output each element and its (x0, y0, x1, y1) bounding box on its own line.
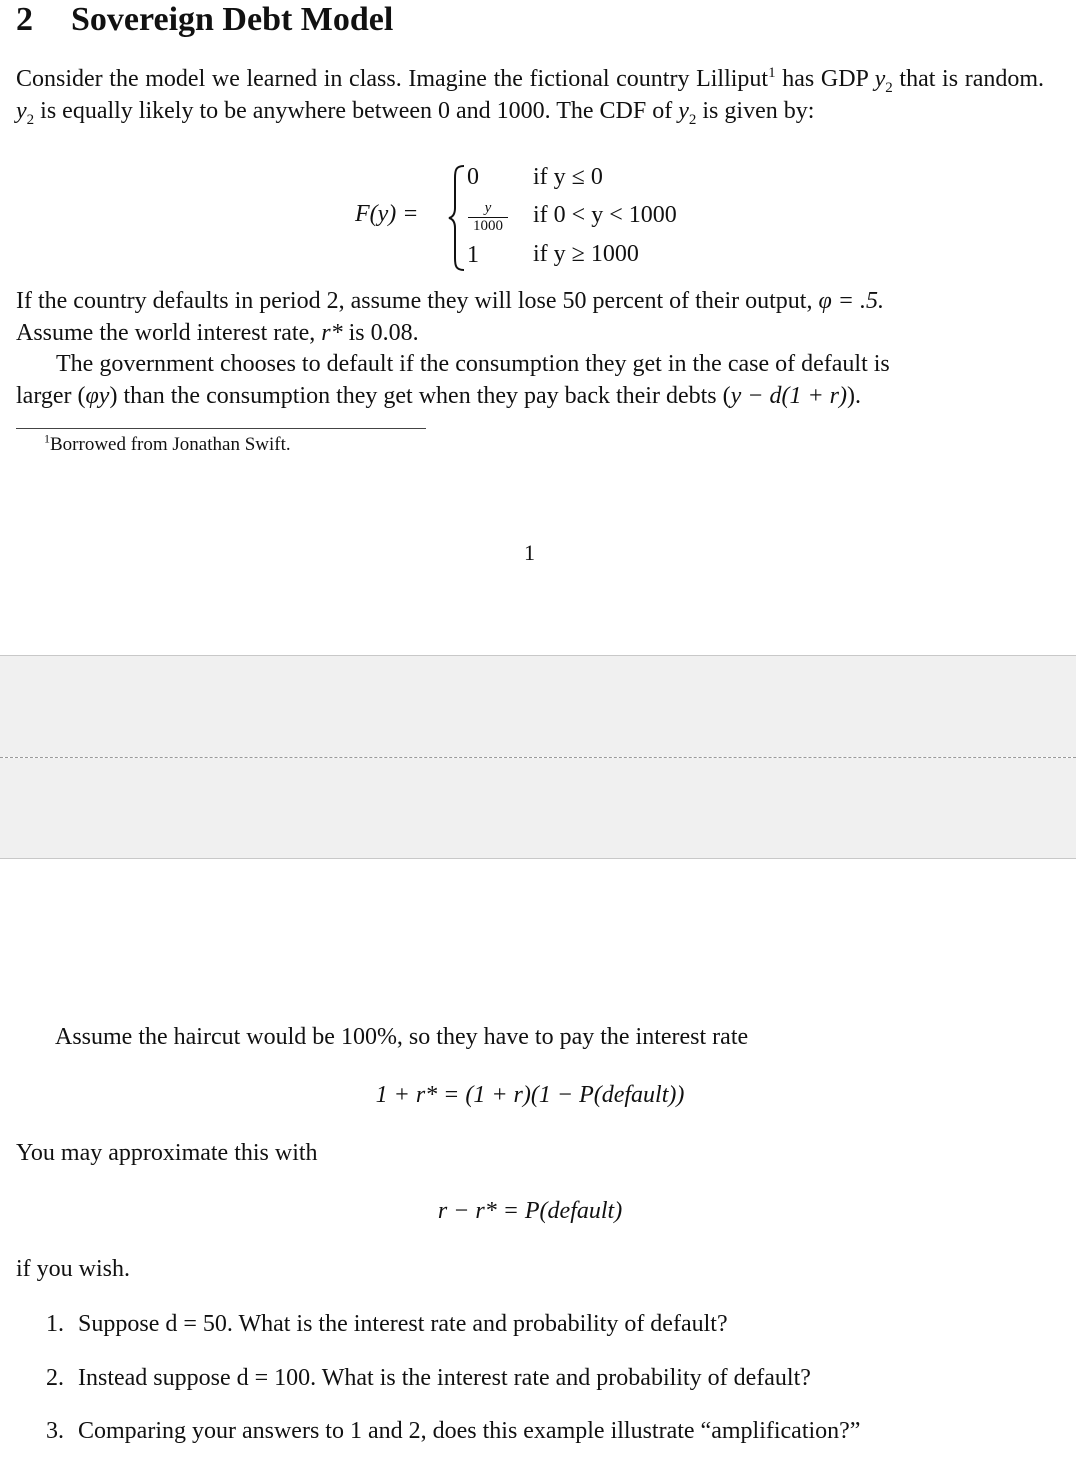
question-text: Instead suppose d = 100. What is the interest rate and probability of default? (78, 1364, 811, 1391)
page-gap-bottom (0, 758, 1076, 859)
paragraph-text: ). (847, 383, 861, 409)
haircut-line: Assume the haircut would be 100%, so they have to pay the interest rate (55, 1024, 749, 1050)
equation-1: 1 + r* = (1 + r)(1 − P(default)) (375, 1082, 685, 1108)
default-line-4 (16, 380, 861, 412)
paragraph-text: If the country defaults in period 2, assume they will lose 50 percent of their output, (16, 288, 819, 314)
fraction-denominator: 1000 (473, 218, 503, 234)
approx-line: You may approximate this with (16, 1140, 318, 1166)
wish-line: if you wish. (16, 1256, 130, 1282)
paragraph-text: ) than the consumption they get when they pay back their debts ( (109, 383, 731, 409)
cdf-lhs: F(y) = (355, 201, 419, 227)
question-list (46, 1308, 860, 1469)
case3-condition: if y ≥ 1000 (533, 241, 639, 267)
section-title: Sovereign Debt Model (71, 1, 394, 38)
footnote (44, 431, 291, 456)
math-var-y: y (874, 66, 886, 92)
question-number: 1. (46, 1311, 64, 1337)
default-line-2 (16, 317, 419, 349)
math-phi: φ = .5. (818, 288, 884, 314)
question-text: Comparing your answers to 1 and 2, does this example illustrate “amplification?” (78, 1418, 861, 1444)
math-phi-y: φy (85, 383, 110, 409)
section-heading (16, 0, 393, 40)
left-brace-icon (447, 164, 467, 272)
intro-text: has GDP (775, 66, 875, 92)
math-var-y: y (16, 97, 27, 124)
math-rstar: r* (321, 320, 343, 346)
math-subscript: 2 (688, 111, 697, 128)
case2-fraction (468, 201, 508, 234)
question-text: Suppose d = 50. What is the interest rate and probability of default? (78, 1311, 728, 1337)
page-gap-top (0, 655, 1076, 757)
question-number: 2. (46, 1364, 64, 1391)
section-number: 2 (16, 1, 33, 38)
intro-text: that is random. (892, 66, 1045, 92)
intro-paragraph (16, 64, 1044, 127)
default-line-3 (56, 348, 890, 380)
question-number: 3. (46, 1418, 64, 1444)
question-item (46, 1308, 860, 1362)
case1-value: 0 (467, 164, 479, 190)
case1-condition: if y ≤ 0 (533, 164, 603, 190)
math-var-y: y (678, 97, 689, 124)
math-subscript: 2 (885, 79, 893, 96)
question-item (46, 1415, 860, 1469)
equation-2: r − r* = P(default) (437, 1198, 623, 1224)
paragraph-text: Assume the world interest rate, (16, 320, 322, 346)
default-line-1 (16, 285, 884, 317)
paragraph-text: The government chooses to default if the consumption they get in the case of default is (56, 351, 890, 377)
case3-value: 1 (467, 242, 479, 268)
question-item (46, 1362, 860, 1416)
math-subscript: 2 (26, 111, 35, 128)
case2-condition: if 0 < y < 1000 (533, 202, 677, 228)
footnote-mark: 1 (44, 431, 50, 446)
paragraph-text: larger ( (16, 383, 86, 409)
intro-text: is equally likely to be anywhere between 0 and 1000. The CDF of (34, 97, 679, 124)
page-number: 1 (524, 540, 535, 565)
intro-text: is given by: (696, 97, 815, 124)
footnote-rule (16, 428, 426, 429)
math-repay: y − d(1 + r) (730, 383, 847, 409)
fraction-numerator: y (484, 200, 492, 216)
intro-text: Consider the model we learned in class. Imagine the fictional country Lilliput (16, 66, 769, 92)
footnote-marker: 1 (768, 65, 776, 81)
paragraph-text: is 0.08. (342, 320, 419, 346)
footnote-text: Borrowed from Jonathan Swift. (50, 434, 291, 455)
